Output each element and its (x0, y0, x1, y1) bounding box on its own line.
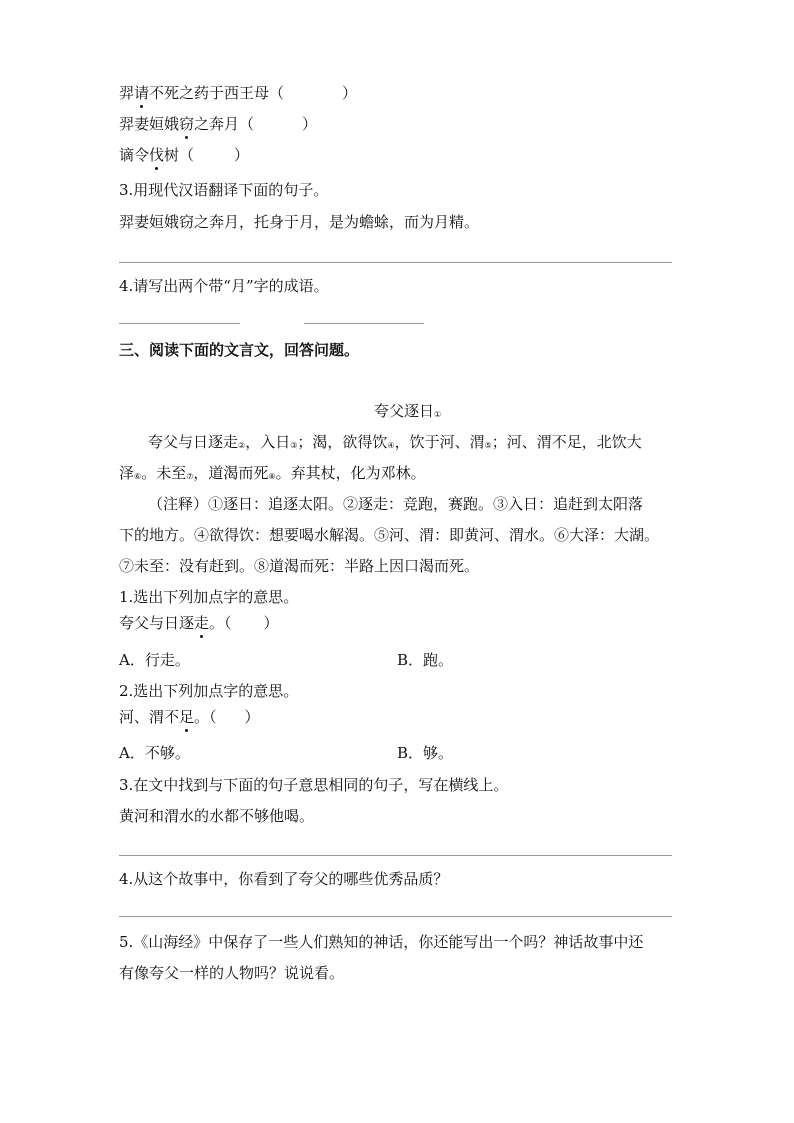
item-text: 羿妻姮娥 (119, 115, 180, 133)
note-marker: ② (238, 441, 246, 450)
passage-title-text: 夸父逐日 (374, 402, 435, 420)
q2-item-2 (119, 114, 317, 134)
part3-q3-title: 3.在文中找到与下面的句子意思相同的句子，写在横线上。 (119, 776, 509, 794)
note-marker: ④ (387, 441, 395, 450)
passage-text: 。未至 (141, 464, 187, 482)
part3-q5-line-1: 5.《山海经》中保存了一些人们熟知的神话，你还能写出一个吗？神话故事中还 (119, 933, 644, 951)
part3-q4-title: 4.从这个故事中，你看到了夸父的哪些优秀品质？ (119, 870, 449, 888)
passage-text: 。弃其杖，化为邓林。 (275, 464, 426, 482)
part3-q3-sentence: 黄河和渭水的水都不够他喝。 (119, 807, 315, 825)
note-marker: ⑦ (186, 472, 194, 481)
item-text: ） (234, 146, 250, 164)
part2-q3-sentence: 羿妻姮娥窃之奔月，托身于月，是为蟾蜍，而为月精。 (119, 213, 480, 231)
sentence-text: 夸父与日逐 (119, 614, 195, 632)
dotted-char: 伐 (149, 146, 165, 164)
note-marker: ⑤ (484, 441, 492, 450)
item-text: 树（ (164, 146, 195, 164)
part3-q5-line-2: 有像夸父一样的人物吗？说说看。 (119, 964, 345, 982)
q1-option-a[interactable]: A．行走。 (119, 651, 190, 669)
notes-line-1: （注释）①逐日：追逐太阳。②逐走：竞跑，赛跑。③入日：追赶到太阳落 (148, 495, 644, 513)
item-text: 不死之药于西王母（ (149, 84, 285, 102)
passage-text: ，道渴而死 (193, 464, 269, 482)
part2-q3-title: 3.用现代汉语翻译下面的句子。 (119, 181, 329, 199)
passage-title (374, 401, 441, 425)
note-marker: ⑥ (134, 472, 142, 481)
passage-text: ；渴，欲得饮 (297, 433, 388, 451)
sentence-text: 。（ (194, 708, 217, 726)
item-text: 羿 (119, 84, 135, 102)
answer-line[interactable] (304, 323, 424, 324)
item-text: 谪令 (119, 146, 150, 164)
sentence-text: 河、渭不 (119, 708, 180, 726)
answer-line[interactable] (119, 262, 672, 263)
passage-text: ；河、渭不足，北饮大 (491, 433, 642, 451)
dotted-char: 足 (179, 708, 195, 726)
passage-line-2 (119, 463, 426, 487)
passage-text: ，入日 (245, 433, 291, 451)
passage-text: ，饮于河、渭 (394, 433, 485, 451)
note-marker: ① (434, 410, 442, 419)
part3-q1-sentence (119, 613, 279, 633)
note-marker: ⑧ (268, 472, 276, 481)
passage-text: 泽 (119, 464, 135, 482)
sentence-text: ） (244, 708, 260, 726)
q1-option-b[interactable]: B．跑。 (397, 651, 454, 669)
answer-line[interactable] (119, 323, 240, 324)
notes-line-2: 下的地方。④欲得饮：想要喝水解渴。⑤河、渭：即黄河、渭水。⑥大泽：大湖。 (119, 526, 660, 544)
item-text: 之奔月（ (194, 115, 255, 133)
sentence-text: 。（ (209, 614, 232, 632)
part3-q2-sentence (119, 707, 260, 727)
q2-item-3 (119, 145, 249, 165)
q2-option-b[interactable]: B．够。 (397, 744, 454, 762)
notes-line-3: ⑦未至：没有赶到。⑧道渴而死：半路上因口渴而死。 (119, 557, 480, 575)
item-text: ） (342, 84, 358, 102)
part3-q1-title: 1.选出下列加点字的意思。 (119, 588, 299, 606)
note-marker: ③ (290, 441, 298, 450)
passage-text: 夸父与日逐走 (148, 433, 239, 451)
section-heading: 三、阅读下面的文言文，回答问题。 (119, 341, 360, 359)
sentence-text: ） (263, 614, 279, 632)
part3-q2-title: 2.选出下列加点字的意思。 (119, 682, 299, 700)
q2-option-a[interactable]: A．不够。 (119, 744, 190, 762)
answer-line[interactable] (119, 916, 672, 917)
passage-line-1 (148, 432, 642, 456)
answer-line[interactable] (119, 855, 672, 856)
dotted-char: 请 (134, 84, 150, 102)
q2-item-1 (119, 83, 357, 103)
dotted-char: 走 (194, 614, 210, 632)
part2-q4-title: 4.请写出两个带“月”字的成语。 (119, 277, 329, 295)
item-text: ） (302, 115, 318, 133)
dotted-char: 窃 (179, 115, 195, 133)
